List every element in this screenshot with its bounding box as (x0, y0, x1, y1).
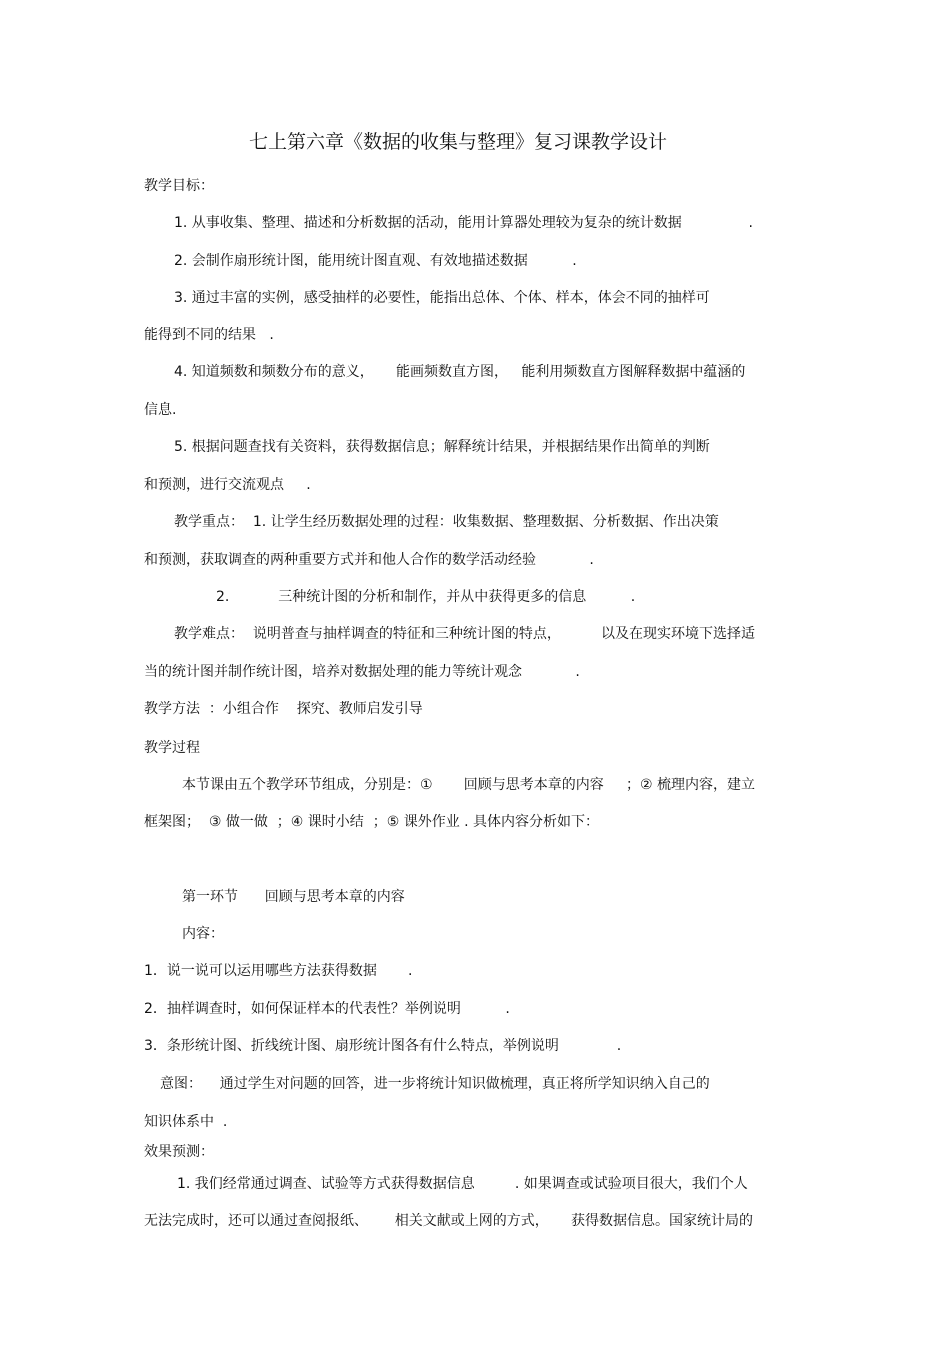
key-points-cont: 和预测，获取调查的两种重要方式并和他人合作的数学活动经验 . (144, 552, 594, 568)
stage-1-heading: 第一环节 回顾与思考本章的内容 (182, 889, 405, 905)
question-2: 2．抽样调查时，如何保证样本的代表性？举例说明 . (144, 1001, 510, 1017)
process-intro-cont: 框架图； ③ 做一做 ；④ 课时小结 ；⑤ 课外作业 . 具体内容分析如下： (144, 814, 600, 830)
key-points-2: 2. 三种统计图的分析和制作，并从中获得更多的信息 . (216, 589, 636, 605)
objective-5-cont: 和预测，进行交流观点 . (144, 477, 311, 493)
document-title: 七上第六章《数据的收集与整理》复习课教学设计 (248, 131, 667, 153)
process-intro: 本节课由五个教学环节组成，分别是：① 回顾与思考本章的内容 ；② 梳理内容，建立 (182, 777, 755, 793)
intent-cont: 知识体系中 . (144, 1114, 228, 1130)
objective-1: 1. 从事收集、整理、描述和分析数据的活动，能用计算器处理较为复杂的统计数据 . (174, 215, 754, 231)
objective-2: 2. 会制作扇形统计图，能用统计图直观、有效地描述数据 . (174, 253, 577, 269)
expected-effect-1-cont: 无法完成时，还可以通过查阅报纸、 相关文献或上网的方式， 获得数据信息。国家统计局的 (144, 1213, 753, 1229)
content-label: 内容： (182, 926, 224, 942)
difficulties: 教学难点： 说明普查与抽样调查的特征和三种统计图的特点， 以及在现实环境下选择适 (174, 626, 755, 642)
difficulties-cont: 当的统计图并制作统计图，培养对数据处理的能力等统计观念 . (144, 664, 580, 680)
objective-5: 5. 根据问题查找有关资料，获得数据信息；解释统计结果，并根据结果作出简单的判断 (174, 439, 710, 455)
objective-3: 3. 通过丰富的实例，感受抽样的必要性，能指出总体、个体、样本，体会不同的抽样可 (174, 290, 710, 306)
expected-effect-label: 效果预测： (144, 1144, 214, 1160)
key-points: 教学重点： 1. 让学生经历数据处理的过程：收集数据、整理数据、分析数据、作出决策 (174, 514, 719, 530)
teaching-method: 教学方法 ：小组合作 探究、教师启发引导 (144, 701, 423, 717)
question-1: 1．说一说可以运用哪些方法获得数据 . (144, 963, 413, 979)
objective-3-cont: 能得到不同的结果 . (144, 327, 274, 343)
objective-4: 4. 知道频数和频数分布的意义， 能画频数直方图， 能利用频数直方图解释数据中蕴涵的 (174, 364, 746, 380)
question-3: 3．条形统计图、折线统计图、扇形统计图各有什么特点，举例说明 . (144, 1038, 622, 1054)
objective-4-cont: 信息. (144, 402, 177, 418)
section-heading-process: 教学过程 (144, 740, 200, 756)
section-heading-objectives: 教学目标： (144, 178, 214, 194)
expected-effect-1: 1. 我们经常通过调查、试验等方式获得数据信息 . 如果调查或试验项目很大，我们个人 (177, 1176, 748, 1192)
intent: 意图： 通过学生对问题的回答，进一步将统计知识做梳理，真正将所学知识纳入自己的 (160, 1076, 710, 1092)
